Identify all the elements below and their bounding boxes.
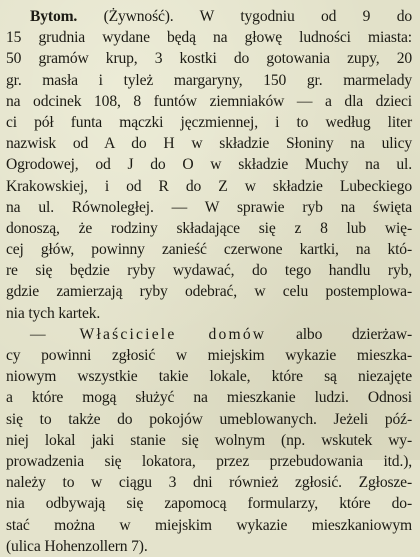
text-line: donoszą, że rodziny składające się z 8 lub wię- bbox=[6, 219, 412, 237]
text-line: cej głów, powinny zanieść czerwone kartki, na któ- bbox=[6, 241, 412, 259]
text-line: Krakowskiej, i od R do Z w składzie Lubeckiego bbox=[6, 177, 412, 195]
text-line: gdzie zamierzają ryby odebrać, w celu postemplowa- bbox=[6, 283, 412, 301]
text-line: niowym wszystkie takie lokale, które są niezajęte bbox=[6, 368, 412, 386]
text-line: Bytom. (Żywność). W tygodniu od 9 do bbox=[30, 8, 413, 25]
text-line: na odcinek 108, 8 funtów ziemniaków — a dla dzieci bbox=[6, 92, 412, 110]
text-line: (ulica Hohenzollern 7). bbox=[6, 537, 148, 555]
heading-topic: (Żywność). bbox=[103, 8, 174, 25]
text-line: stać można w miejskim wykazie mieszkaniowym bbox=[6, 516, 412, 534]
text-line: nia odbywają się zapomocą formularzy, które do- bbox=[6, 495, 412, 513]
text-line: nazwisk od A do H w składzie Słoniny na ulicy bbox=[6, 135, 412, 153]
heading-place: Bytom. bbox=[30, 8, 78, 25]
text-line: 50 gramów krup, 3 kostki do gotowania zupy, 20 bbox=[6, 50, 412, 68]
text-line: re się będzie ryby wydawać, do tego handlu ryb, bbox=[6, 262, 412, 280]
text-line: na ul. Równoległej. — W sprawie ryb na święta bbox=[6, 198, 412, 216]
text-line: się to także do pokojów umeblowanych. Jeżeli póź- bbox=[6, 410, 412, 428]
text-line: Ogrodowej, od J do O w składzie Muchy na ul. bbox=[6, 156, 412, 174]
text-line: nia tych kartek. bbox=[6, 304, 101, 322]
text-line: — Właściciele domów albo dzierżaw- bbox=[30, 325, 413, 343]
text-line: gr. masła i tyleż margaryny, 150 gr. marmelady bbox=[6, 71, 412, 89]
text-line: cy powinni zgłosić w miejskim wykazie mieszka- bbox=[6, 347, 412, 364]
text-line: prowadzenia się lokatora, przez przebudowania itd.), bbox=[6, 452, 412, 470]
text-line: a które mogą służyć na mieszkanie ludzi. Odnosi bbox=[6, 389, 412, 407]
text-line: ci pół funta mączki jęczmiennej, i to według liter bbox=[6, 113, 412, 131]
text-line: 15 grudnia wydane będą na głowę ludności miasta: bbox=[6, 29, 412, 47]
text-line: niej lokal jaki stanie się wolnym (np. wskutek wy- bbox=[6, 431, 412, 449]
text-line: należy to w ciągu 3 dni również zgłosić. Zgłosze- bbox=[6, 474, 412, 492]
paragraph-lead: — Właściciele domów bbox=[30, 325, 267, 343]
